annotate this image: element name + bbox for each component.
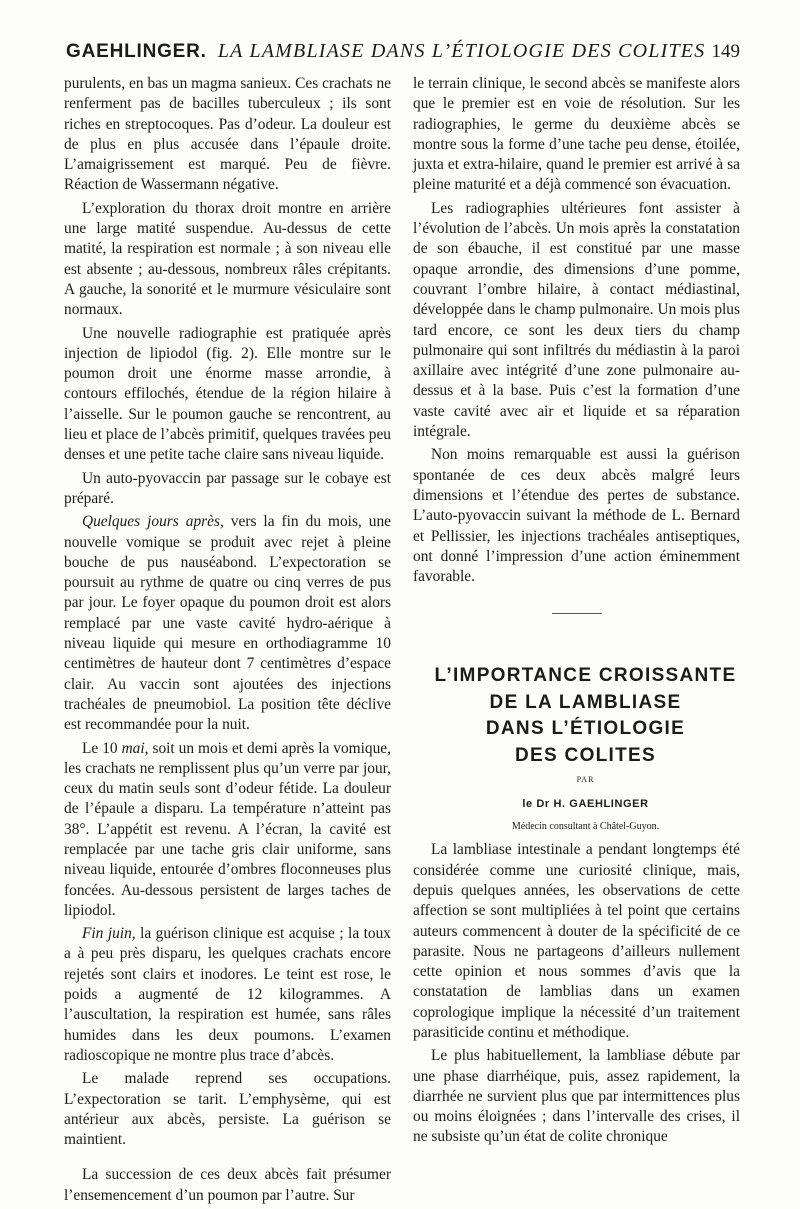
paragraph: Non moins remarquable est aussi la guérison spontanée de ces deux abcès malgré leurs dimensions et l’étendue des pertes de substance. L’auto-pyovaccin suivant la méthode de L. Bernard et Pellissier, les injections trachéales antiseptiques, ont donné l’impression d’une action éminemment favorable. bbox=[413, 446, 740, 586]
paragraph bbox=[64, 924, 391, 1066]
paragraph-lead: Le 10 bbox=[82, 739, 122, 757]
italic-lead: Quelques jours après, bbox=[82, 513, 224, 531]
byline-author: le Dr H. GAEHLINGER bbox=[522, 797, 649, 810]
paragraph bbox=[64, 739, 391, 922]
article-title-line: DES COLITES bbox=[515, 744, 656, 766]
byline-par: PAR bbox=[576, 775, 595, 785]
paragraph: L’exploration du thorax droit montre en arrière une large matité suspendue. Au-dessus de cette matité, la respiration est normale ; à son niveau elle est absente ; au-dessous, nombreux râles crépitants. A gauche, la sonorité et le murmure vésiculaire sont normaux. bbox=[64, 199, 391, 319]
paragraph bbox=[64, 512, 391, 735]
author-affiliation: Médecin consultant à Châtel-Guyon. bbox=[511, 821, 660, 833]
paragraph: Le malade reprend ses occupations. L’expectoration se tarit. L’emphysème, qui est antérieur aux abcès, persiste. La guérison se maintient. bbox=[64, 1070, 391, 1149]
paragraph: le terrain clinique, le second abcès se manifeste alors que le premier est en voie de résolution. Sur les radiographies, le germe du deuxième abcès se montre sous la forme d’une tache peu dense, étoilée, juxta et extra-hilaire, quand le premier est arrivé à sa pleine maturité et a déjà commencé son évacuation. bbox=[413, 75, 740, 194]
paragraph-text: vers la fin du mois, une nouvelle vomique se produit avec rejet à pleine bouche de pus nauséabond. L’expectoration se poursuit au rythme de quatre ou cinq verres de pus par jour. Le foyer opaque du poumon droit est alors remplacé par une vaste cavité hydro-aérique à niveau liquide qui mesure en orthodiagramme 10 centimètres de hauteur dont 7 centimètres d’espace clair. Au vaccin sont ajoutées des injections trachéales de pneumobiol. La position tête déclive est recommandée pour la nuit. bbox=[64, 513, 391, 734]
paragraph: La lambliase intestinale a pendant longtemps été considérée comme une curiosité clinique, mais, depuis quelques années, les observations de cette affection se sont multipliées à tel point que certains auteurs commencent à douter de la spécificité de ce parasite. Nous ne partageons d’ailleurs nullement cette opinion et nous sommes d’avis que la constatation de lamblias dans un examen coprologique implique la nécessité d’un traitement parasiticide continu et méthodique. bbox=[413, 841, 740, 1041]
paragraph-text: la guérison clinique est acquise ; la toux a à peu près disparu, les quelques crachats encore rejetés sont clairs et inodores. Le teint est rose, le poids a augmenté de 12 kilogrammes. A l’auscultation, la respiration est humée, sans râles humides dans les deux poumons. L’examen radioscopique ne montre plus trace d’abcès. bbox=[64, 925, 391, 1064]
paragraph: Une nouvelle radiographie est pratiquée après injection de lipiodol (fig. 2). Elle montre sur le poumon droit une énorme masse arrondie, à contours effilochés, étendue de la région hilaire à l’aisselle. Sur le poumon gauche se rencontrent, au lieu et place de l’abcès primitif, quelques travées peu denses et une petite tache claire sans niveau liquide. bbox=[64, 324, 391, 464]
paragraph: La succession de ces deux abcès fait présumer l’ensemencement d’un poumon par l’autre. Sur bbox=[64, 1166, 391, 1204]
page-number: 149 bbox=[711, 41, 740, 62]
article-heading bbox=[413, 664, 740, 837]
section-divider bbox=[552, 613, 602, 614]
running-title: LA LAMBLIASE DANS L’ÉTIOLOGIE DES COLITES bbox=[217, 40, 706, 62]
running-title-group bbox=[66, 40, 705, 63]
paragraph: purulents, en bas un magma sanieux. Ces crachats ne renferment pas de bacilles tuberculeux ; ils sont riches en streptocoques. Pas d’odeur. La douleur est de plus en plus accusée dans l’épaule droite. L’amaigrissement est marqué. Peu de fièvre. Réaction de Wassermann négative. bbox=[64, 75, 391, 194]
paragraph: Un auto-pyovaccin par passage sur le cobaye est préparé. bbox=[64, 469, 391, 507]
left-column bbox=[64, 74, 391, 1209]
paragraph: Les radiographies ultérieures font assister à l’évolution de l’abcès. Un mois après la constatation de son ébauche, il est constitué par une masse opaque arrondie, des dimensions d’une pomme, couvrant l’ombre hilaire, à contact médiastinal, développée dans le champ pulmonaire. Un mois plus tard encore, ce sont les deux tiers du champ pulmonaire qui sont infiltrés du médiastin à la paroi axillaire avec intégrité d’une zone pulmonaire au-dessus et à la base. Puis c’est la formation d’une vaste cavité avec air et liquide et sa réparation intégrale. bbox=[413, 199, 740, 441]
italic-lead: Fin juin, bbox=[82, 925, 136, 943]
right-column bbox=[413, 74, 740, 1151]
running-header bbox=[66, 40, 740, 70]
italic-lead: mai, bbox=[121, 739, 149, 757]
running-author: GAEHLINGER. bbox=[66, 41, 207, 62]
article-title-line: L’IMPORTANCE CROISSANTE bbox=[434, 665, 737, 687]
article-title-line: DE LA LAMBLIASE bbox=[489, 691, 682, 713]
paragraph-text: soit un mois et demi après la vomique, les crachats ne remplissent plus qu’un verre par jour, ceux du matin seuls sont d’odeur fétide. La douleur de l’épaule a disparu. La température n’atteint pas 38°. L’appétit est revenu. A l’écran, la cavité est remplacée par une tache gris clair uniforme, sans niveau liquide, entourée d’ombres floconneuses plus foncées. Au-dessous persistent de larges taches de lipiodol. bbox=[64, 739, 391, 919]
paragraph: Le plus habituellement, la lambliase débute par une phase diarrhéique, puis, assez rapidement, la diarrhée ne survient plus que par intermittences plus ou moins éloignées ; dans l’intervalle des crises, il ne subsiste qu’un état de colite chronique bbox=[413, 1047, 740, 1146]
article-title-line: DANS L’ÉTIOLOGIE bbox=[485, 718, 686, 740]
